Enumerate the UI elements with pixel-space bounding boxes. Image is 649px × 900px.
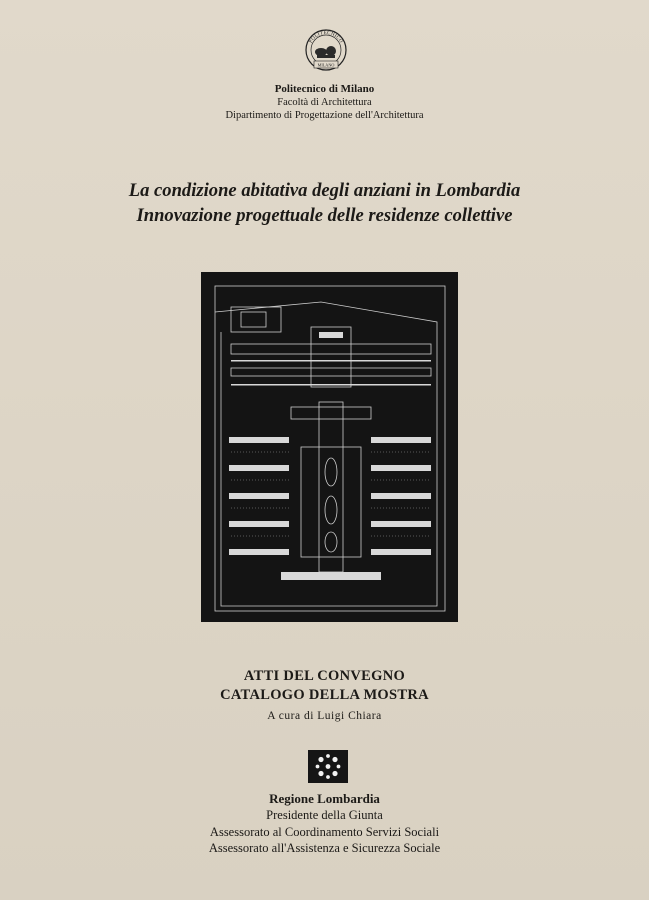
floor-plan-image xyxy=(201,272,458,622)
faculty-name: Facoltà di Architettura xyxy=(277,97,372,108)
title-line-1: La condizione abitativa degli anziani in Lombardia xyxy=(128,180,521,201)
department-name: Dipartimento di Progettazione dell'Architettura xyxy=(225,110,424,121)
title-line-2: Innovazione progettuale delle residenze collettive xyxy=(136,205,513,226)
book-subtitle xyxy=(0,667,649,705)
editor-credit: A cura di Luigi Chiara xyxy=(267,710,382,722)
subtitle-line-2: CATALOGO DELLA MOSTRA xyxy=(220,687,429,703)
region-block xyxy=(0,790,649,857)
svg-text:POLITECNICO: POLITECNICO xyxy=(308,30,344,45)
cover-title xyxy=(0,178,649,228)
institution-block xyxy=(0,82,649,122)
svg-text:MILANO: MILANO xyxy=(317,62,335,68)
region-name: Regione Lombardia xyxy=(269,791,380,806)
regione-lombardia-logo-icon xyxy=(308,750,348,783)
region-office-3: Assessorato all'Assistenza e Sicurezza Sociale xyxy=(208,841,441,855)
subtitle-line-1: ATTI DEL CONVEGNO xyxy=(243,668,406,684)
institution-name: Politecnico di Milano xyxy=(274,83,375,95)
region-office-2: Assessorato al Coordinamento Servizi Sociali xyxy=(209,824,440,839)
region-office-1: Presidente della Giunta xyxy=(266,808,383,822)
politecnico-seal-icon xyxy=(304,28,348,78)
architectural-plan-icon xyxy=(201,272,458,622)
